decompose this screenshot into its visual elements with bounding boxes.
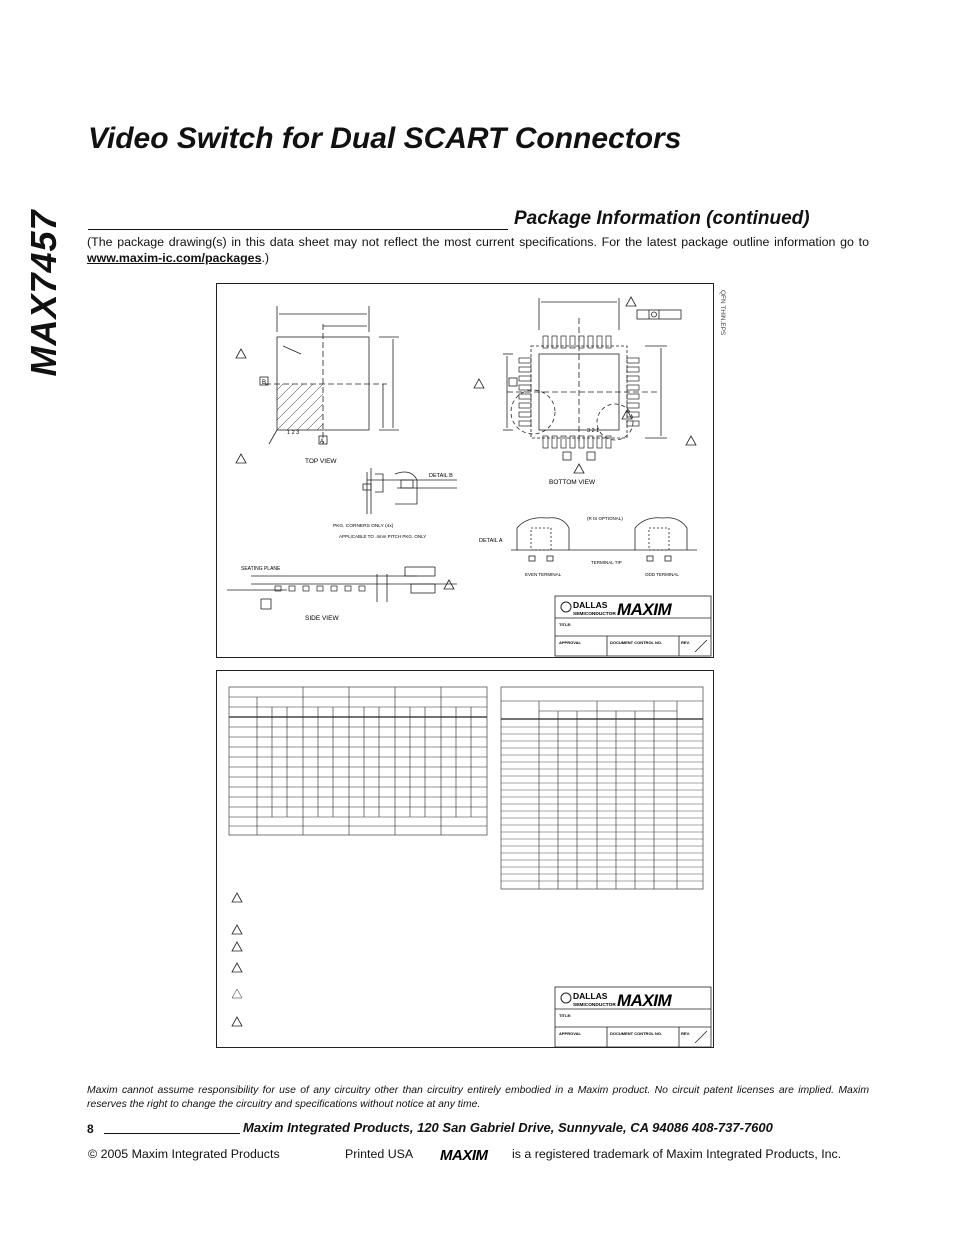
intro-suffix: .) [261, 251, 270, 265]
svg-text:SEMICONDUCTOR: SEMICONDUCTOR [573, 612, 616, 617]
document-title: Video Switch for Dual SCART Connectors [88, 122, 682, 155]
dimension-tables-svg [217, 671, 713, 1047]
svg-text:DALLAS: DALLAS [573, 600, 608, 610]
datum-a-label: A [319, 439, 325, 445]
dallas-logo-2 [561, 991, 616, 1008]
maxim-logo-2: MAXIM [617, 991, 672, 1010]
applicable-label: APPLICABLE TO .4mm PITCH PKG. ONLY [339, 534, 427, 539]
side-view-label: SIDE VIEW [305, 615, 339, 622]
detail-b-label: DETAIL B [429, 473, 453, 479]
footer-rule [104, 1133, 240, 1134]
page-number: 8 [87, 1122, 94, 1136]
terminal-tip-label: TERMINAL TIP [591, 560, 622, 565]
approval-label-2: APPROVAL [559, 1031, 581, 1036]
approval-label: APPROVAL [559, 640, 581, 645]
bottom-view-label: BOTTOM VIEW [549, 479, 596, 486]
title-label: TITLE: [559, 622, 572, 627]
rev-label: REV. [681, 640, 690, 645]
side-part-number: MAX7457 [23, 209, 64, 377]
package-dimensions-drawing [216, 670, 714, 1048]
rev-label-2: REV. [681, 1031, 690, 1036]
even-terminal-label: EVEN TERMINAL [525, 572, 562, 577]
dallas-logo [561, 600, 616, 617]
section-rule [88, 229, 508, 230]
pkg-corners-label: PKG. CORNERS ONLY (4x) [333, 524, 394, 529]
datum-b-label: B [261, 380, 267, 386]
section-title: Package Information (continued) [514, 208, 810, 229]
maxim-logo: MAXIM [617, 600, 672, 619]
intro-paragraph [87, 234, 869, 266]
svg-text:SEMICONDUCTOR: SEMICONDUCTOR [573, 1003, 616, 1008]
pin-numbers-label: 1 2 3 [287, 430, 300, 436]
package-outline-svg [217, 284, 726, 657]
odd-terminal-label: ODD TERMINAL [645, 572, 679, 577]
packages-link[interactable]: www.maxim-ic.com/packages [87, 251, 262, 265]
right-dimension-table [501, 687, 703, 889]
svg-text:DALLAS: DALLAS [573, 991, 608, 1001]
r-optional-label: (R IS OPTIONAL) [587, 516, 623, 521]
printed-in: Printed USA [345, 1147, 414, 1161]
maxim-trademark-logo [440, 1147, 506, 1163]
intro-text: (The package drawing(s) in this data sheet may not reflect the most current specifications. For the latest package outline information go to [87, 235, 869, 249]
seating-plane-label: SEATING PLANE [241, 566, 281, 572]
doc-control-label: DOCUMENT CONTROL NO. [610, 640, 663, 645]
pin-numbers-bottom-label: 3 2 1 [587, 428, 600, 434]
package-outline-drawing [216, 283, 726, 658]
svg-text:MAXIM: MAXIM [440, 1147, 488, 1164]
left-dimension-table [229, 687, 487, 835]
top-view-label: TOP VIEW [305, 458, 337, 465]
file-tag: QFN THIN.EPS [719, 290, 726, 336]
company-address: Maxim Integrated Products, 120 San Gabriel Drive, Sunnyvale, CA 94086 408-737-7600 [243, 1120, 773, 1135]
trademark-notice: is a registered trademark of Maxim Integrated Products, Inc. [512, 1147, 842, 1161]
title-label-2: TITLE: [559, 1013, 572, 1018]
detail-a-label: DETAIL A [479, 538, 503, 544]
disclaimer: Maxim cannot assume responsibility for use of any circuitry other than circuitry entirely embodied in a Maxim product. No circuit patent licenses are implied. Maxim reserves the right to change the circuitry and specifications without notice at any time. [87, 1085, 869, 1110]
doc-control-label-2: DOCUMENT CONTROL NO. [610, 1031, 663, 1036]
copyright: © 2005 Maxim Integrated Products [88, 1147, 280, 1161]
